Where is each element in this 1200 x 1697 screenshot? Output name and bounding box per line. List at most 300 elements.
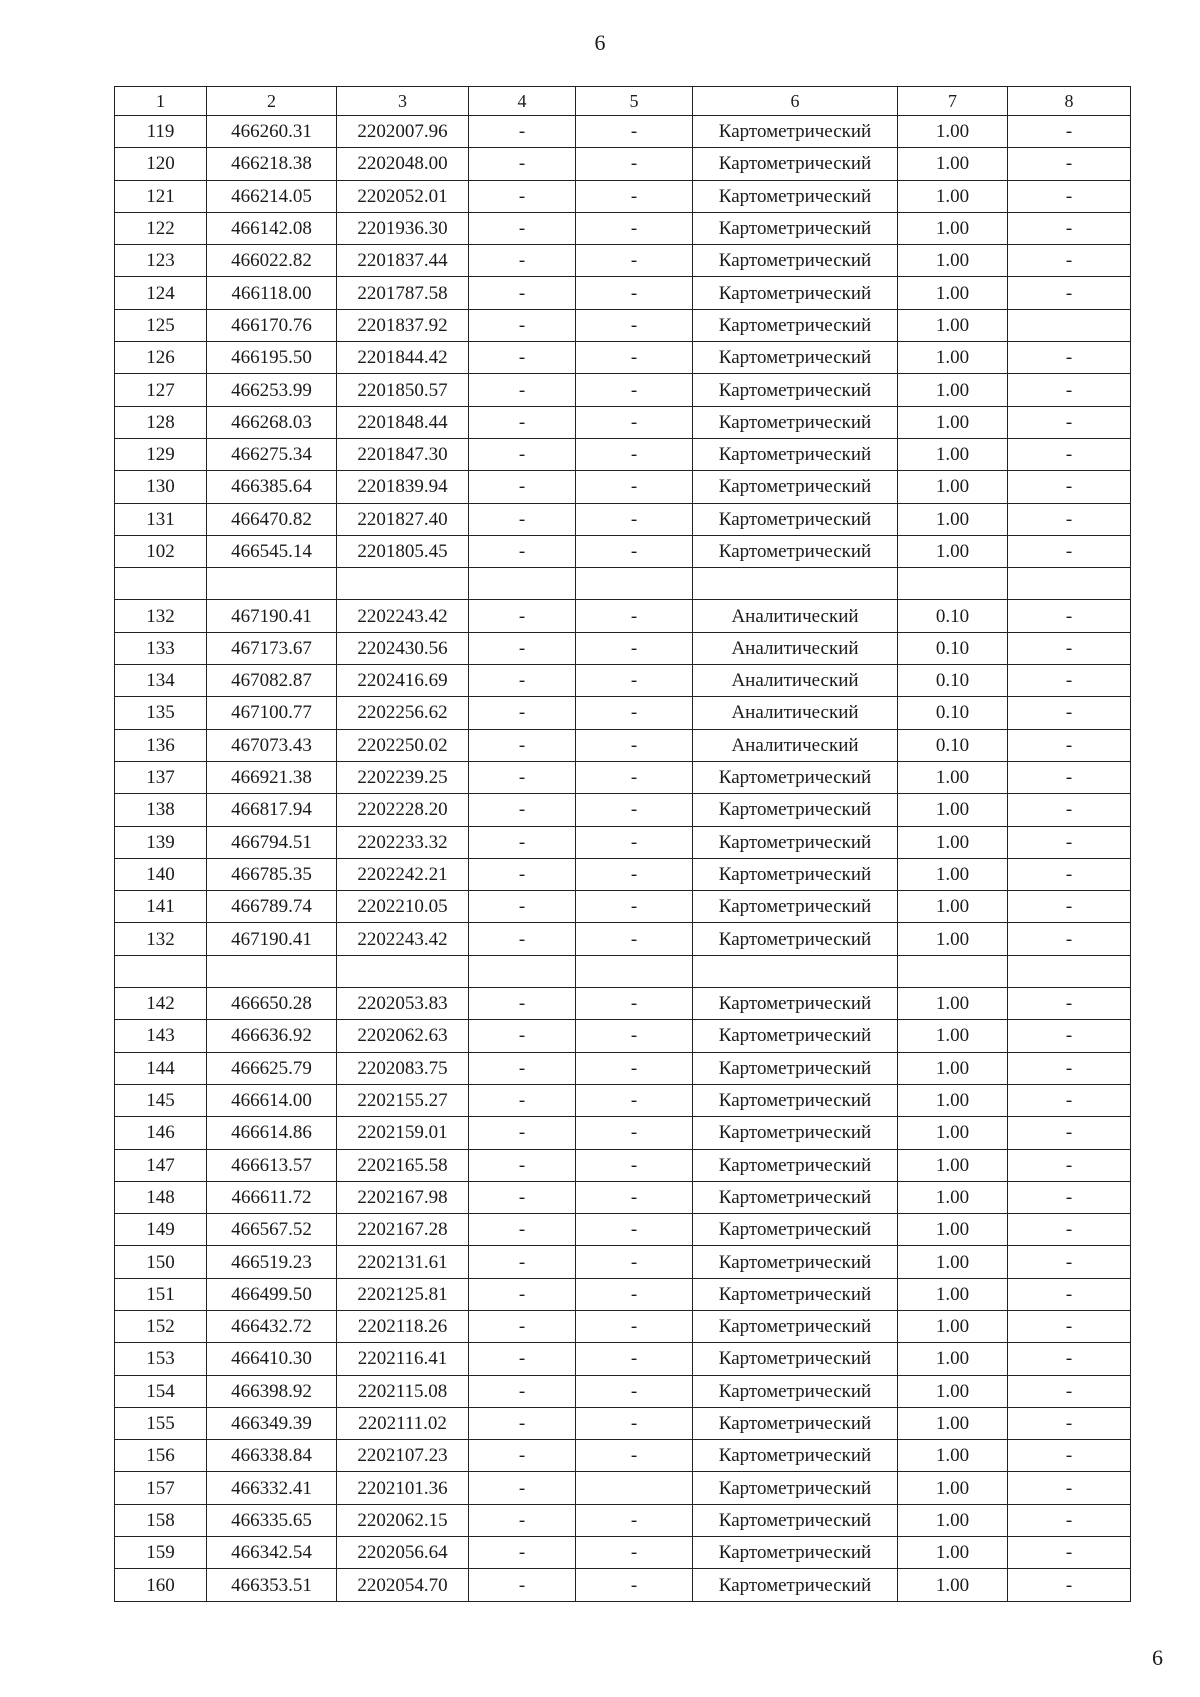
accuracy-cell: 1.00 — [898, 1440, 1008, 1472]
method-cell: Картометрический — [693, 1020, 898, 1052]
col5-cell: - — [576, 600, 693, 632]
column-header: 6 — [693, 87, 898, 116]
table-row — [115, 1569, 1131, 1601]
x-coordinate-cell: 466253.99 — [207, 374, 337, 406]
col8-cell: - — [1008, 988, 1131, 1020]
method-cell: Аналитический — [693, 632, 898, 664]
table-row — [115, 1375, 1131, 1407]
col4-cell: - — [469, 212, 576, 244]
y-coordinate-cell: 2202243.42 — [337, 600, 469, 632]
point-number-cell: 157 — [115, 1472, 207, 1504]
x-coordinate-cell: 466567.52 — [207, 1214, 337, 1246]
col8-cell: - — [1008, 1084, 1131, 1116]
x-coordinate-cell: 466335.65 — [207, 1504, 337, 1536]
table-row — [115, 955, 1131, 987]
col4-cell: - — [469, 988, 576, 1020]
col8-cell: - — [1008, 245, 1131, 277]
y-coordinate-cell: 2202062.63 — [337, 1020, 469, 1052]
point-number-cell: 139 — [115, 826, 207, 858]
x-coordinate-cell: 466650.28 — [207, 988, 337, 1020]
method-cell: Картометрический — [693, 1504, 898, 1536]
y-coordinate-cell: 2202101.36 — [337, 1472, 469, 1504]
column-header: 7 — [898, 87, 1008, 116]
point-number-cell: 134 — [115, 665, 207, 697]
method-cell: Картометрический — [693, 277, 898, 309]
table-row — [115, 1149, 1131, 1181]
col8-cell: - — [1008, 1181, 1131, 1213]
accuracy-cell: 0.10 — [898, 600, 1008, 632]
col4-cell: - — [469, 1181, 576, 1213]
accuracy-cell: 1.00 — [898, 374, 1008, 406]
col8-cell — [1008, 309, 1131, 341]
table-row — [115, 826, 1131, 858]
col4-cell: - — [469, 438, 576, 470]
point-number-cell: 132 — [115, 923, 207, 955]
col8-cell: - — [1008, 1246, 1131, 1278]
column-header: 2 — [207, 87, 337, 116]
point-number-cell: 130 — [115, 471, 207, 503]
col4-cell: - — [469, 858, 576, 890]
table-row — [115, 891, 1131, 923]
method-cell: Картометрический — [693, 988, 898, 1020]
col5-cell: - — [576, 1537, 693, 1569]
point-number-cell: 143 — [115, 1020, 207, 1052]
col8-cell — [1008, 955, 1131, 987]
y-coordinate-cell: 2202062.15 — [337, 1504, 469, 1536]
col5-cell: - — [576, 535, 693, 567]
method-cell: Аналитический — [693, 600, 898, 632]
x-coordinate-cell: 466142.08 — [207, 212, 337, 244]
col5-cell: - — [576, 1246, 693, 1278]
point-number-cell: 133 — [115, 632, 207, 664]
col4-cell: - — [469, 794, 576, 826]
x-coordinate-cell: 466921.38 — [207, 761, 337, 793]
table-body — [115, 116, 1131, 1602]
col5-cell: - — [576, 632, 693, 664]
x-coordinate-cell: 466398.92 — [207, 1375, 337, 1407]
col4-cell: - — [469, 1246, 576, 1278]
y-coordinate-cell: 2202416.69 — [337, 665, 469, 697]
col4-cell: - — [469, 342, 576, 374]
accuracy-cell: 1.00 — [898, 212, 1008, 244]
accuracy-cell: 1.00 — [898, 1375, 1008, 1407]
col4-cell: - — [469, 180, 576, 212]
col5-cell: - — [576, 665, 693, 697]
point-number-cell: 144 — [115, 1052, 207, 1084]
table-header-row — [115, 87, 1131, 116]
table-row — [115, 245, 1131, 277]
method-cell: Картометрический — [693, 1537, 898, 1569]
x-coordinate-cell: 466499.50 — [207, 1278, 337, 1310]
y-coordinate-cell: 2202125.81 — [337, 1278, 469, 1310]
point-number-cell: 129 — [115, 438, 207, 470]
point-number-cell: 142 — [115, 988, 207, 1020]
col8-cell: - — [1008, 1407, 1131, 1439]
x-coordinate-cell: 466332.41 — [207, 1472, 337, 1504]
col5-cell: - — [576, 1149, 693, 1181]
table-row — [115, 471, 1131, 503]
col8-cell: - — [1008, 277, 1131, 309]
x-coordinate-cell: 466275.34 — [207, 438, 337, 470]
point-number-cell: 120 — [115, 148, 207, 180]
accuracy-cell: 1.00 — [898, 1149, 1008, 1181]
x-coordinate-cell: 466794.51 — [207, 826, 337, 858]
method-cell: Картометрический — [693, 309, 898, 341]
method-cell: Картометрический — [693, 1052, 898, 1084]
col5-cell: - — [576, 729, 693, 761]
table-row — [115, 374, 1131, 406]
col8-cell: - — [1008, 374, 1131, 406]
method-cell: Аналитический — [693, 729, 898, 761]
y-coordinate-cell: 2202118.26 — [337, 1310, 469, 1342]
accuracy-cell: 1.00 — [898, 1472, 1008, 1504]
col8-cell: - — [1008, 697, 1131, 729]
x-coordinate-cell: 466268.03 — [207, 406, 337, 438]
y-coordinate-cell: 2202210.05 — [337, 891, 469, 923]
y-coordinate-cell: 2202056.64 — [337, 1537, 469, 1569]
x-coordinate-cell: 466022.82 — [207, 245, 337, 277]
point-number-cell — [115, 568, 207, 600]
x-coordinate-cell: 466410.30 — [207, 1343, 337, 1375]
method-cell: Аналитический — [693, 697, 898, 729]
col8-cell: - — [1008, 600, 1131, 632]
col8-cell: - — [1008, 826, 1131, 858]
col5-cell: - — [576, 794, 693, 826]
method-cell: Картометрический — [693, 1214, 898, 1246]
y-coordinate-cell: 2202116.41 — [337, 1343, 469, 1375]
col4-cell: - — [469, 1214, 576, 1246]
y-coordinate-cell: 2202165.58 — [337, 1149, 469, 1181]
x-coordinate-cell: 466385.64 — [207, 471, 337, 503]
accuracy-cell: 0.10 — [898, 632, 1008, 664]
y-coordinate-cell: 2201936.30 — [337, 212, 469, 244]
col8-cell: - — [1008, 535, 1131, 567]
coordinates-table — [114, 86, 1131, 1602]
y-coordinate-cell: 2202155.27 — [337, 1084, 469, 1116]
method-cell: Картометрический — [693, 1343, 898, 1375]
x-coordinate-cell: 466636.92 — [207, 1020, 337, 1052]
point-number-cell: 152 — [115, 1310, 207, 1342]
x-coordinate-cell: 466614.00 — [207, 1084, 337, 1116]
table-row — [115, 632, 1131, 664]
col8-cell: - — [1008, 1149, 1131, 1181]
method-cell: Картометрический — [693, 1472, 898, 1504]
table-row — [115, 148, 1131, 180]
table-row — [115, 1084, 1131, 1116]
point-number-cell: 127 — [115, 374, 207, 406]
y-coordinate-cell: 2201839.94 — [337, 471, 469, 503]
col4-cell — [469, 568, 576, 600]
point-number-cell: 145 — [115, 1084, 207, 1116]
table-row — [115, 116, 1131, 148]
y-coordinate-cell: 2202239.25 — [337, 761, 469, 793]
method-cell: Картометрический — [693, 148, 898, 180]
page-number-bottom: 6 — [1152, 1645, 1163, 1670]
point-number-cell: 131 — [115, 503, 207, 535]
x-coordinate-cell: 466611.72 — [207, 1181, 337, 1213]
column-header: 3 — [337, 87, 469, 116]
col5-cell: - — [576, 1310, 693, 1342]
x-coordinate-cell: 466260.31 — [207, 116, 337, 148]
col4-cell: - — [469, 309, 576, 341]
col8-cell: - — [1008, 438, 1131, 470]
accuracy-cell: 1.00 — [898, 858, 1008, 890]
accuracy-cell: 0.10 — [898, 665, 1008, 697]
point-number-cell: 128 — [115, 406, 207, 438]
col8-cell: - — [1008, 761, 1131, 793]
column-header: 1 — [115, 87, 207, 116]
point-number-cell: 121 — [115, 180, 207, 212]
method-cell — [693, 568, 898, 600]
point-number-cell: 135 — [115, 697, 207, 729]
point-number-cell: 126 — [115, 342, 207, 374]
col5-cell: - — [576, 503, 693, 535]
method-cell: Картометрический — [693, 116, 898, 148]
point-number-cell: 155 — [115, 1407, 207, 1439]
col4-cell: - — [469, 277, 576, 309]
table-row — [115, 1278, 1131, 1310]
accuracy-cell: 1.00 — [898, 1020, 1008, 1052]
col8-cell: - — [1008, 180, 1131, 212]
x-coordinate-cell: 467190.41 — [207, 600, 337, 632]
col8-cell: - — [1008, 212, 1131, 244]
y-coordinate-cell: 2201787.58 — [337, 277, 469, 309]
col5-cell — [576, 955, 693, 987]
accuracy-cell — [898, 955, 1008, 987]
y-coordinate-cell: 2202430.56 — [337, 632, 469, 664]
table-row — [115, 342, 1131, 374]
point-number-cell: 154 — [115, 1375, 207, 1407]
method-cell: Картометрический — [693, 858, 898, 890]
method-cell: Картометрический — [693, 1084, 898, 1116]
col5-cell: - — [576, 309, 693, 341]
y-coordinate-cell: 2202233.32 — [337, 826, 469, 858]
col8-cell: - — [1008, 503, 1131, 535]
col8-cell: - — [1008, 1117, 1131, 1149]
accuracy-cell: 1.00 — [898, 309, 1008, 341]
accuracy-cell: 1.00 — [898, 826, 1008, 858]
column-header: 4 — [469, 87, 576, 116]
col4-cell: - — [469, 1537, 576, 1569]
point-number-cell: 132 — [115, 600, 207, 632]
point-number-cell: 159 — [115, 1537, 207, 1569]
y-coordinate-cell: 2201847.30 — [337, 438, 469, 470]
col4-cell: - — [469, 665, 576, 697]
y-coordinate-cell: 2201805.45 — [337, 535, 469, 567]
accuracy-cell: 1.00 — [898, 1181, 1008, 1213]
col5-cell: - — [576, 438, 693, 470]
accuracy-cell: 1.00 — [898, 503, 1008, 535]
col5-cell: - — [576, 148, 693, 180]
table-row — [115, 665, 1131, 697]
col5-cell: - — [576, 471, 693, 503]
col8-cell: - — [1008, 923, 1131, 955]
table-row — [115, 1117, 1131, 1149]
col5-cell — [576, 568, 693, 600]
method-cell: Картометрический — [693, 1569, 898, 1601]
accuracy-cell: 1.00 — [898, 1278, 1008, 1310]
x-coordinate-cell: 466789.74 — [207, 891, 337, 923]
col5-cell: - — [576, 858, 693, 890]
y-coordinate-cell: 2201837.44 — [337, 245, 469, 277]
col4-cell: - — [469, 923, 576, 955]
col4-cell: - — [469, 1084, 576, 1116]
accuracy-cell: 1.00 — [898, 406, 1008, 438]
method-cell: Картометрический — [693, 406, 898, 438]
col5-cell: - — [576, 1084, 693, 1116]
col4-cell: - — [469, 1278, 576, 1310]
y-coordinate-cell: 2202083.75 — [337, 1052, 469, 1084]
col8-cell: - — [1008, 632, 1131, 664]
col4-cell: - — [469, 632, 576, 664]
table-row — [115, 988, 1131, 1020]
accuracy-cell: 1.00 — [898, 1117, 1008, 1149]
y-coordinate-cell: 2201844.42 — [337, 342, 469, 374]
x-coordinate-cell: 467190.41 — [207, 923, 337, 955]
col8-cell: - — [1008, 665, 1131, 697]
col4-cell: - — [469, 1472, 576, 1504]
accuracy-cell: 1.00 — [898, 1084, 1008, 1116]
col4-cell: - — [469, 1440, 576, 1472]
col8-cell: - — [1008, 794, 1131, 826]
table-row — [115, 438, 1131, 470]
y-coordinate-cell: 2202228.20 — [337, 794, 469, 826]
point-number-cell: 148 — [115, 1181, 207, 1213]
col4-cell: - — [469, 1149, 576, 1181]
point-number-cell — [115, 955, 207, 987]
col5-cell: - — [576, 1117, 693, 1149]
table-row — [115, 277, 1131, 309]
col4-cell: - — [469, 374, 576, 406]
x-coordinate-cell: 467082.87 — [207, 665, 337, 697]
table-row — [115, 1020, 1131, 1052]
col5-cell: - — [576, 826, 693, 858]
col4-cell: - — [469, 697, 576, 729]
x-coordinate-cell: 466545.14 — [207, 535, 337, 567]
table-row — [115, 1407, 1131, 1439]
col8-cell: - — [1008, 1504, 1131, 1536]
x-coordinate-cell: 467173.67 — [207, 632, 337, 664]
accuracy-cell: 1.00 — [898, 923, 1008, 955]
method-cell: Картометрический — [693, 503, 898, 535]
col4-cell: - — [469, 1117, 576, 1149]
col5-cell: - — [576, 1214, 693, 1246]
accuracy-cell: 1.00 — [898, 277, 1008, 309]
y-coordinate-cell: 2202115.08 — [337, 1375, 469, 1407]
accuracy-cell: 1.00 — [898, 471, 1008, 503]
col5-cell: - — [576, 1181, 693, 1213]
x-coordinate-cell: 467073.43 — [207, 729, 337, 761]
col5-cell: - — [576, 212, 693, 244]
x-coordinate-cell: 466214.05 — [207, 180, 337, 212]
y-coordinate-cell: 2201848.44 — [337, 406, 469, 438]
x-coordinate-cell: 466614.86 — [207, 1117, 337, 1149]
x-coordinate-cell: 466432.72 — [207, 1310, 337, 1342]
method-cell: Картометрический — [693, 1440, 898, 1472]
method-cell: Картометрический — [693, 212, 898, 244]
point-number-cell: 123 — [115, 245, 207, 277]
x-coordinate-cell: 466519.23 — [207, 1246, 337, 1278]
y-coordinate-cell: 2202167.28 — [337, 1214, 469, 1246]
col4-cell: - — [469, 116, 576, 148]
y-coordinate-cell: 2202131.61 — [337, 1246, 469, 1278]
method-cell: Картометрический — [693, 374, 898, 406]
col4-cell: - — [469, 891, 576, 923]
col8-cell: - — [1008, 1052, 1131, 1084]
col8-cell: - — [1008, 1343, 1131, 1375]
method-cell: Аналитический — [693, 665, 898, 697]
col5-cell: - — [576, 1440, 693, 1472]
y-coordinate-cell: 2202111.02 — [337, 1407, 469, 1439]
col8-cell: - — [1008, 1375, 1131, 1407]
x-coordinate-cell: 467100.77 — [207, 697, 337, 729]
col8-cell: - — [1008, 729, 1131, 761]
point-number-cell: 136 — [115, 729, 207, 761]
col5-cell: - — [576, 697, 693, 729]
table-row — [115, 180, 1131, 212]
accuracy-cell: 1.00 — [898, 988, 1008, 1020]
table-row — [115, 1440, 1131, 1472]
y-coordinate-cell: 2201850.57 — [337, 374, 469, 406]
table-row — [115, 406, 1131, 438]
accuracy-cell: 1.00 — [898, 148, 1008, 180]
x-coordinate-cell: 466118.00 — [207, 277, 337, 309]
point-number-cell: 153 — [115, 1343, 207, 1375]
y-coordinate-cell: 2202167.98 — [337, 1181, 469, 1213]
accuracy-cell: 1.00 — [898, 438, 1008, 470]
col4-cell: - — [469, 729, 576, 761]
col4-cell: - — [469, 1569, 576, 1601]
x-coordinate-cell: 466625.79 — [207, 1052, 337, 1084]
col4-cell: - — [469, 471, 576, 503]
method-cell: Картометрический — [693, 794, 898, 826]
col5-cell: - — [576, 180, 693, 212]
table-row — [115, 697, 1131, 729]
col8-cell: - — [1008, 1310, 1131, 1342]
col8-cell: - — [1008, 1537, 1131, 1569]
column-header: 8 — [1008, 87, 1131, 116]
x-coordinate-cell: 466470.82 — [207, 503, 337, 535]
method-cell: Картометрический — [693, 923, 898, 955]
x-coordinate-cell — [207, 955, 337, 987]
table-row — [115, 923, 1131, 955]
table-row — [115, 212, 1131, 244]
accuracy-cell: 1.00 — [898, 794, 1008, 826]
accuracy-cell: 1.00 — [898, 761, 1008, 793]
table-row — [115, 1343, 1131, 1375]
x-coordinate-cell: 466218.38 — [207, 148, 337, 180]
table-row — [115, 600, 1131, 632]
table-row — [115, 858, 1131, 890]
x-coordinate-cell: 466338.84 — [207, 1440, 337, 1472]
method-cell: Картометрический — [693, 826, 898, 858]
point-number-cell: 149 — [115, 1214, 207, 1246]
point-number-cell: 146 — [115, 1117, 207, 1149]
y-coordinate-cell — [337, 955, 469, 987]
table-row — [115, 535, 1131, 567]
col4-cell: - — [469, 148, 576, 180]
point-number-cell: 147 — [115, 1149, 207, 1181]
accuracy-cell: 0.10 — [898, 729, 1008, 761]
col4-cell: - — [469, 1504, 576, 1536]
accuracy-cell: 1.00 — [898, 1214, 1008, 1246]
table-row — [115, 309, 1131, 341]
table-row — [115, 1472, 1131, 1504]
col4-cell: - — [469, 406, 576, 438]
method-cell: Картометрический — [693, 1278, 898, 1310]
accuracy-cell: 0.10 — [898, 697, 1008, 729]
col4-cell: - — [469, 1375, 576, 1407]
